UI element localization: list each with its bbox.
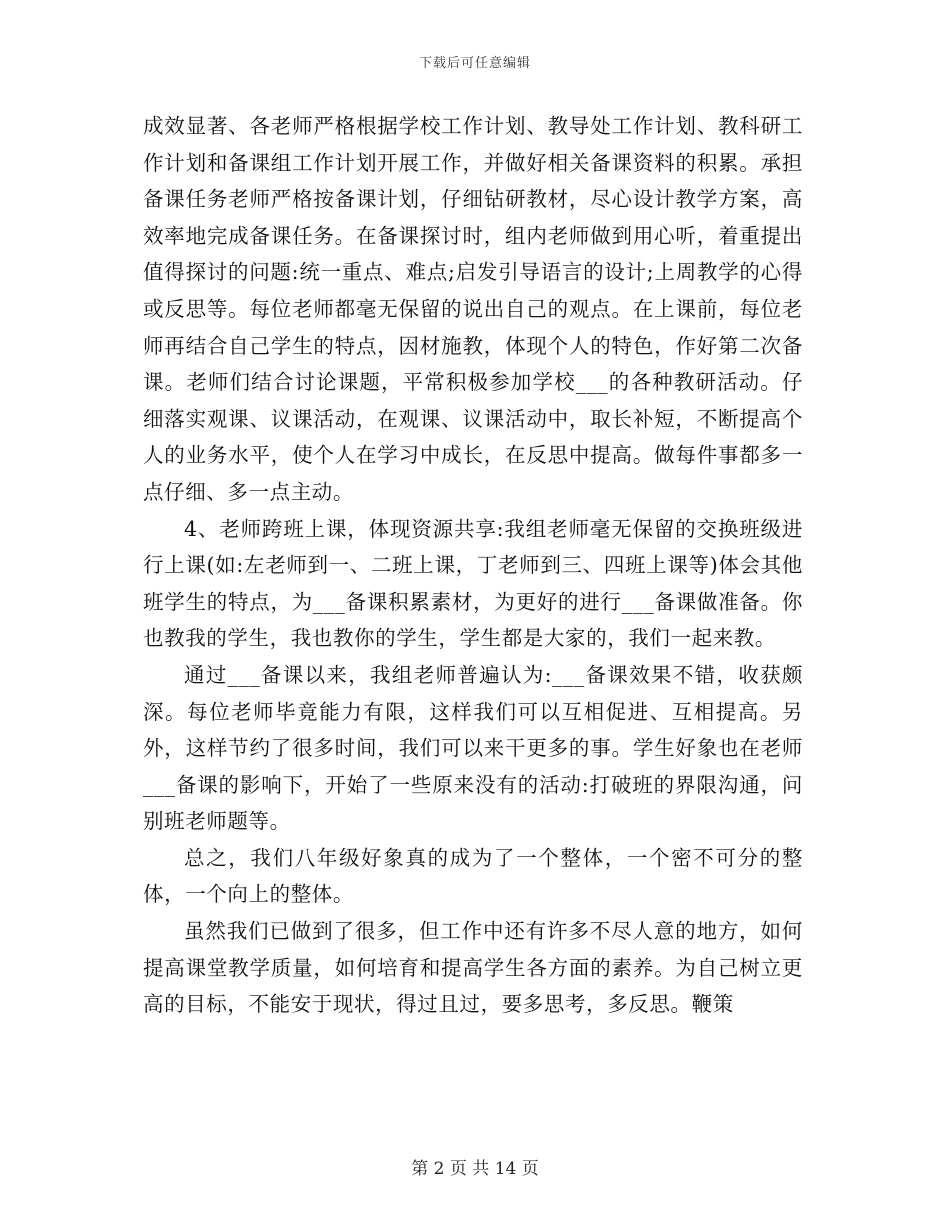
paragraph-cross-class-teaching: 4、老师跨班上课，体现资源共享:我组老师毫无保留的交换班级进行上课(如:左老师到一、二班上课，丁老师到三、四班上课等)体会其他班学生的特点，为___备课积累素材，为更好的进行___备课做准备。你也教我的学生，我也教你的学生，学生都是大家的，我们一起来教。 [143,516,803,651]
page-header: 下载后可任意编辑 [418,56,531,71]
paragraph-collective-prep-results: 通过___备课以来，我组老师普遍认为:___备课效果不错，收获颇深。每位老师毕竟能力有限，这样我们可以互相促进、互相提高。另外，这样节约了很多时间，我们可以来干更多的事。学生好象也在老师___备课的影响下，开始了一些原来没有的活动:打破班的界限沟通，问别班老师题等。 [143,662,803,834]
document-body [143,108,803,1023]
paragraph-continued: 成效显著、各老师严格根据学校工作计划、教导处工作计划、教科研工作计划和备课组工作计划开展工作，并做好相关备课资料的积累。承担备课任务老师严格按备课计划，仔细钻研教材，尽心设计教学方案，高效率地完成备课任务。在备课探讨时，组内老师做到用心听，着重提出值得探讨的问题:统一重点、难点;启发引导语言的设计;上周教学的心得或反思等。每位老师都毫无保留的说出自己的观点。在上课前，每位老师再结合自己学生的特点，因材施教，体现个人的特色，作好第二次备课。老师们结合讨论课题，平常积极参加学校___的各种教研活动。仔细落实观课、议课活动，在观课、议课活动中，取长补短，不断提高个人的业务水平，使个人在学习中成长，在反思中提高。做每件事都多一点仔细、多一点主动。 [143,114,803,504]
paragraph-shortcomings: 虽然我们已做到了很多，但工作中还有许多不尽人意的地方，如何提高课堂教学质量，如何培育和提高学生各方面的素养。为自己树立更高的目标，不能安于现状，得过且过，要多思考，多反思。鞭策 [143,919,803,1017]
page-number: 第 2 页 共 14 页 [411,1159,539,1179]
paragraph-summary: 总之，我们八年级好象真的成为了一个整体，一个密不可分的整体，一个向上的整体。 [143,845,803,907]
